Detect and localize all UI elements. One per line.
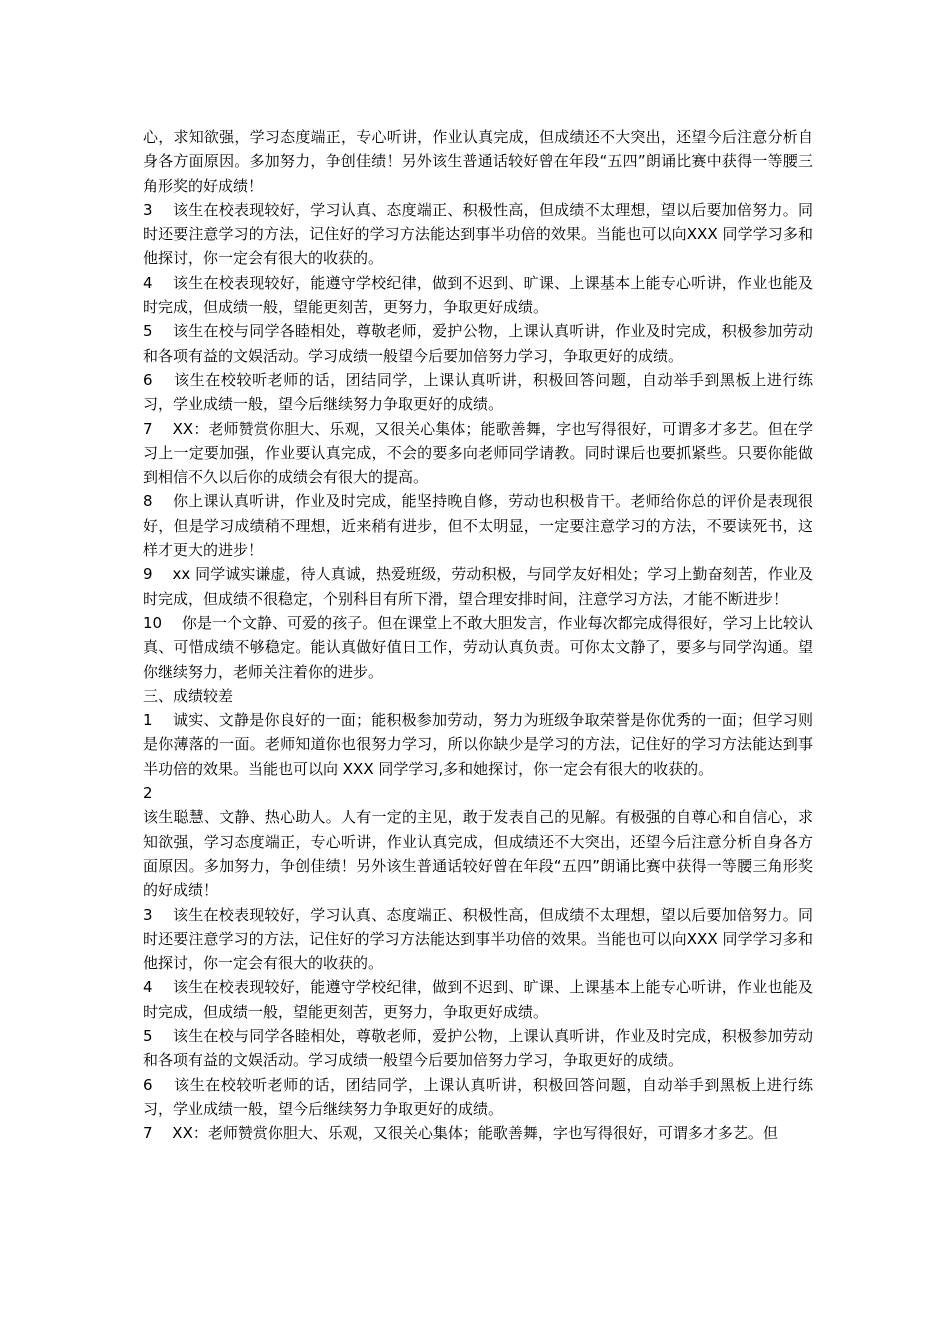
paragraph: 6 该生在校较听老师的话，团结同学，上课认真听讲，积极回答问题，自动举手到黑板上进行练习，学业成绩一般，望今后继续努力争取更好的成绩。 xyxy=(143,370,813,414)
paragraph-number: 2 xyxy=(143,784,153,803)
paragraph: 9 xx 同学诚实谦虚，待人真诚，热爱班级，劳动积极，与同学友好相处；学习上勤奋刻苦，作业及时完成，但成绩不很稳定，个别科目有所下滑，望合理安排时间，注意学习方法，才能不断进步！ xyxy=(143,565,813,608)
paragraph: 3 该生在校表现较好，学习认真、态度端正、积极性高，但成绩不太理想，望以后要加倍努力。同时还要注意学习的方法，记住好的学习方法能达到事半功倍的效果。当能也可以向XXX 同学学习多和他探讨，你一定会有很大的收获的。 xyxy=(143,905,813,973)
paragraph: 5 该生在校与同学各睦相处，尊敬老师，爱护公物，上课认真听讲，作业及时完成，积极参加劳动和各项有益的文娱活动。学习成绩一般望今后要加倍努力学习，争取更好的成绩。 xyxy=(143,1026,813,1070)
paragraph: 6 该生在校较听老师的话，团结同学，上课认真听讲，积极回答问题，自动举手到黑板上进行练习，学业成绩一般，望今后继续努力争取更好的成绩。 xyxy=(143,1075,813,1118)
paragraph: 3 该生在校表现较好，学习认真、态度端正、积极性高，但成绩不太理想，望以后要加倍努力。同时还要注意学习的方法，记住好的学习方法能达到事半功倍的效果。当能也可以向XXX 同学学习多和他探讨，你一定会有很大的收获的。 xyxy=(143,200,813,268)
paragraph: 心，求知欲强，学习态度端正，专心听讲，作业认真完成，但成绩还不大突出，还望今后注意分析自身各方面原因。多加努力，争创佳绩！另外该生普通话较好曾在年段“五四”朗诵比赛中获得一等腰三角形奖的好成绩！ xyxy=(143,128,813,195)
paragraph: 4 该生在校表现较好，能遵守学校纪律，做到不迟到、旷课、上课基本上能专心听讲，作业也能及时完成，但成绩一般，望能更刻苦，更努力，争取更好成绩。 xyxy=(143,978,813,1021)
paragraph: 4 该生在校表现较好，能遵守学校纪律，做到不迟到、旷课、上课基本上能专心听讲，作业也能及时完成，但成绩一般，望能更刻苦，更努力，争取更好成绩。 xyxy=(143,273,813,317)
paragraph: 该生聪慧、文静、热心助人。人有一定的主见，敢于发表自己的见解。有极强的自尊心和自信心，求知欲强，学习态度端正，专心听讲，作业认真完成，但成绩还不大突出，还望今后注意分析自身各方面原因。多加努力，争创佳绩！另外该生普通话较好曾在年段“五四”朗诵比赛中获得一等腰三角形奖的好成绩！ xyxy=(143,808,813,900)
section-heading: 三、成绩较差 xyxy=(143,686,234,705)
paragraph: 7 XX：老师赞赏你胆大、乐观，又很关心集体；能歌善舞，字也写得很好，可谓多才多艺。但 xyxy=(143,1124,778,1143)
paragraph: 5 该生在校与同学各睦相处，尊敬老师，爱护公物，上课认真听讲，作业及时完成，积极参加劳动和各项有益的文娱活动。学习成绩一般望今后要加倍努力学习，争取更好的成绩。 xyxy=(143,322,813,365)
paragraph: 10 你是一个文静、可爱的孩子。但在课堂上不敢大胆发言，作业每次都完成得很好，学习上比较认真、可惜成绩不够稳定。能认真做好值日工作，劳动认真负责。可你太文静了，要多与同学沟通。望你继续努力，老师关注着你的进步。 xyxy=(143,613,813,681)
paragraph: 1 诚实、文静是你良好的一面；能积极参加劳动，努力为班级争取荣誉是你优秀的一面；但学习则是你薄落的一面。老师知道你也很努力学习，所以你缺少是学习的方法，记住好的学习方法能达到事半功倍的效果。当能也可以向 XXX 同学学习,多和她探讨，你一定会有很大的收获的。 xyxy=(143,711,813,778)
paragraph: 7 XX：老师赞赏你胆大、乐观，又很关心集体；能歌善舞，字也写得很好，可谓多才多艺。但在学习上一定要加强，作业要认真完成，不会的要多向老师同学请教。同时课后也要抓紧些。只要你能做到相信不久以后你的成绩会有很大的提高。 xyxy=(143,419,813,487)
document-body xyxy=(143,125,813,1145)
paragraph: 8 你上课认真听讲，作业及时完成，能坚持晚自修，劳动也积极肯干。老师给你总的评价是表现很好，但是学习成绩稍不理想，近来稍有进步，但不太明显，一定要注意学习的方法，不要读死书，这样才更大的进步！ xyxy=(143,492,813,560)
